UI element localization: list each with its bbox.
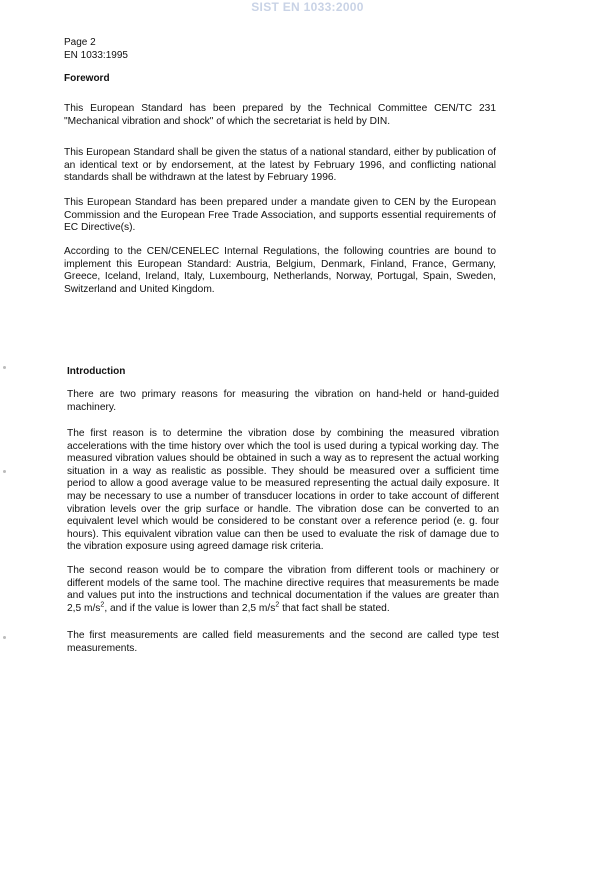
p3-text-1: The second reason would be to compare the vibration from different tools or machinery or different models of the same tool. The machine directive requires that measurements be made and values put into the instructions and technical documentation if the values are greater than 2,5 m/s — [67, 565, 499, 614]
foreword-paragraph-1: This European Standard has been prepared by the Technical Committee CEN/TC 231 "Mechanical vibration and shock" of which the secretariat is held by DIN. — [64, 103, 496, 127]
introduction-paragraph-1: There are two primary reasons for measuring the vibration on hand-held or hand-guided machinery. — [67, 389, 499, 413]
foreword-paragraph-3: This European Standard has been prepared under a mandate given to CEN by the European Commission and the European Free Trade Association, and supports essential requirements of EC Directive(s). — [64, 197, 496, 234]
introduction-paragraph-4: The first measurements are called field measurements and the second are called type test measurements. — [67, 630, 499, 654]
p3-exponent-2: 2 — [275, 601, 280, 609]
scan-mark — [3, 470, 6, 473]
scan-mark — [3, 636, 6, 639]
page-number: Page 2 — [64, 37, 96, 48]
p3-exponent-1: 2 — [100, 601, 105, 609]
introduction-paragraph-3 — [67, 565, 499, 615]
foreword-paragraph-2: This European Standard shall be given the status of a national standard, either by publication of an identical text or by endorsement, at the latest by February 1996, and conflicting national standards shall be withdrawn at the latest by February 1996. — [64, 147, 496, 184]
foreword-heading: Foreword — [64, 73, 110, 84]
introduction-paragraph-2: The first reason is to determine the vibration dose by combining the measured vibration accelerations with the time history over which the tool is used during a typical working day. The measured vibration values should be obtained in such a way as to represent the actual working situation in a way as realistic as possible. They should be measured over a sufficient time period to allow a good average value to be measured representing the actual daily exposure. It may be necessary to use a number of transducer locations in order to take account of different vibration levels over the grip surface or handle. The vibration dose can be converted to an equivalent level which would be considered to be constant over a reference period (e. g. four hours). This equivalent vibration value can then be used to evaluate the risk of damage due to the vibration exposure using agreed damage risk criteria. — [67, 428, 499, 553]
scan-mark — [3, 366, 6, 369]
introduction-heading: Introduction — [67, 366, 126, 377]
document-id: EN 1033:1995 — [64, 50, 128, 61]
page-header — [64, 36, 128, 62]
p3-text-3: that fact shall be stated. — [279, 602, 390, 614]
p3-text-2: , and if the value is lower than 2,5 m/s — [104, 602, 276, 614]
foreword-paragraph-4: According to the CEN/CENELEC Internal Regulations, the following countries are bound to implement this European Standard: Austria, Belgium, Denmark, Finland, France, Germany, Greece, Iceland, Ireland, Italy, Luxembourg, Netherlands, Norway, Portugal, Spain, Sweden, Switzerland and United Kingdom. — [64, 246, 496, 295]
watermark: SIST EN 1033:2000 — [251, 0, 364, 14]
